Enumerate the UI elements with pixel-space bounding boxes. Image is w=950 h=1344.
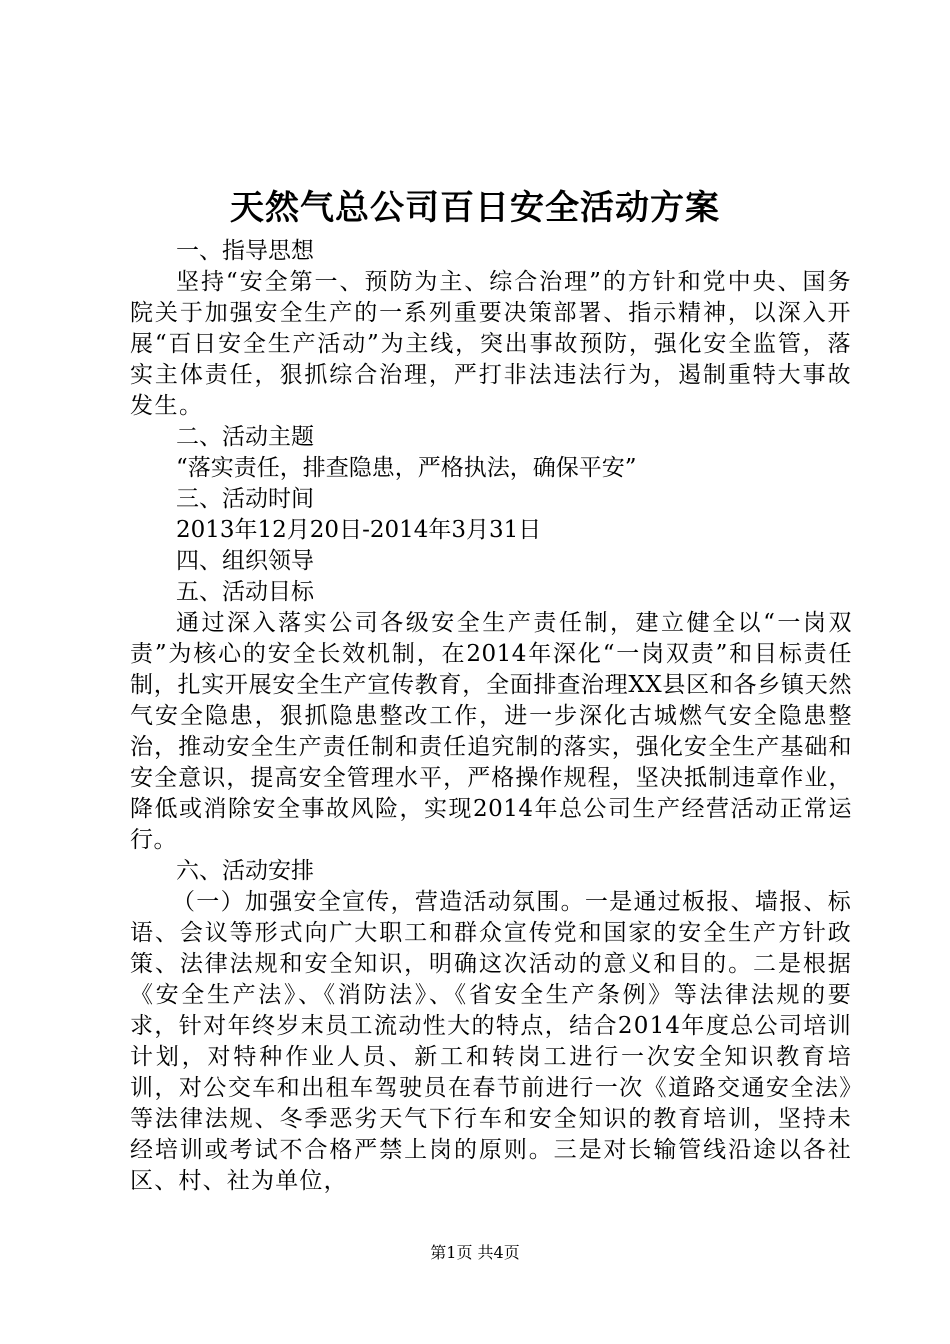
section-body-guiding-thought: 坚持“安全第一、预防为主、综合治理”的方针和党中央、国务院关于加强安全生产的一系列重要决策部署、指示精神，以深入开展“百日安全生产活动”为主线，突出事故预防，强化安全监管，落实主体责任，狠抓综合治理，严打非法违法行为，遏制重特大事故发生。: [130, 269, 852, 419]
section-body-goal: 通过深入落实公司各级安全生产责任制，建立健全以“一岗双责”为核心的安全长效机制，在2014年深化“一岗双责”和目标责任制，扎实开展安全生产宣传教育，全面排查治理XX县区和各乡镇天然气安全隐患，狠抓隐患整改工作，进一步深化古城燃气安全隐患整治，推动安全生产责任制和责任追究制的落实，强化安全生产基础和安全意识，提高安全管理水平，严格操作规程，坚决抵制违章作业，降低或消除安全事故风险，实现2014年总公司生产经营活动正常运行。: [130, 610, 852, 853]
section-body-arrangement: （一）加强安全宣传，营造活动氛围。一是通过板报、墙报、标语、会议等形式向广大职工和群众宣传党和国家的安全生产方针政策、法律法规和安全知识，明确这次活动的意义和目的。二是根据《安全生产法》、《消防法》、《省安全生产条例》等法律法规的要求，针对年终岁末员工流动性大的特点，结合2014年度总公司培训计划，对特种作业人员、新工和转岗工进行一次安全知识教育培训，对公交车和出租车驾驶员在春节前进行一次《道路交通安全法》等法律法规、冬季恶劣天气下行车和安全知识的教育培训，坚持未经培训或考试不合格严禁上岗的原则。三是对长输管线沿途以各社区、村、社为单位，: [130, 889, 852, 1194]
document-body: [130, 236, 852, 1197]
section-body-time: 2013年12月20日-2014年3月31日: [176, 517, 542, 543]
section-heading-guiding-thought: 一、指导思想: [176, 238, 314, 264]
section-heading-time: 三、活动时间: [176, 486, 314, 512]
page-number: 第1页 共4页: [430, 1243, 520, 1262]
section-heading-goal: 五、活动目标: [176, 579, 314, 605]
section-body-theme: “落实责任，排查隐患，严格执法，确保平安”: [176, 455, 637, 481]
section-heading-organization: 四、组织领导: [176, 548, 314, 574]
document-title: 天然气总公司百日安全活动方案: [230, 188, 720, 228]
section-heading-arrangement: 六、活动安排: [176, 858, 314, 884]
section-heading-theme: 二、活动主题: [176, 424, 314, 450]
